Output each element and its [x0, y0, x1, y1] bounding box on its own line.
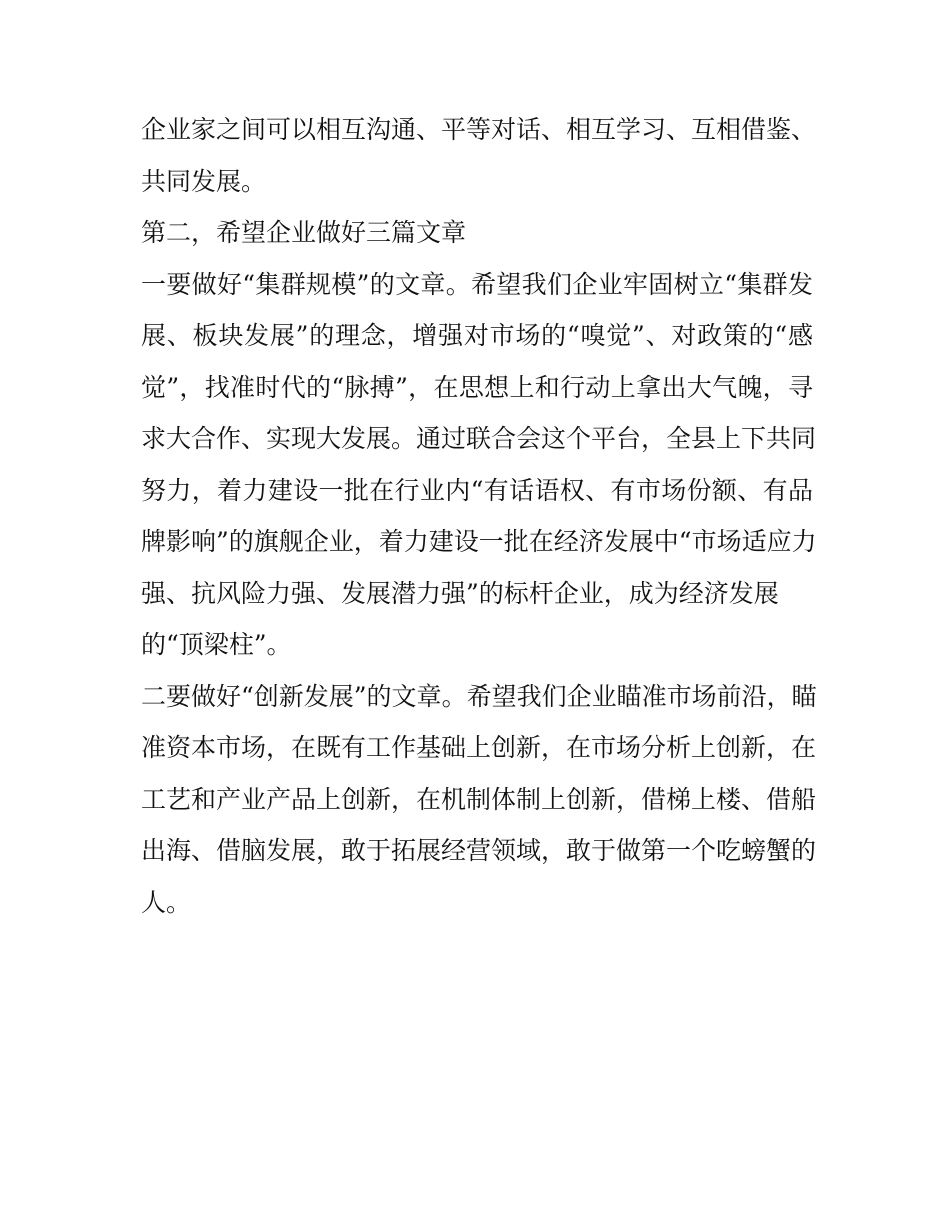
paragraph-second-article: [141, 671, 817, 929]
paragraph-continuation: [141, 104, 817, 207]
paragraph-first-article: [141, 259, 817, 671]
text-line: 的“顶梁柱”。: [141, 630, 292, 659]
text-line: 人。: [141, 887, 192, 917]
text-line: 觉”，找准时代的“脉搏”，在思想上和行动上拿出大气魄，寻: [141, 372, 813, 402]
text-line: 企业家之间可以相互沟通、平等对话、相互学习、互相借鉴、: [141, 115, 817, 144]
text-line: 出海、借脑发展，敢于拓展经营领域，敢于做第一个吃螃蟹的: [141, 836, 817, 865]
text-line: 共同发展。: [141, 166, 267, 196]
heading-line: 第二，希望企业做好三篇文章: [141, 218, 467, 247]
text-line: 展、板块发展”的理念，增强对市场的“嗅觉”、对政策的“感: [141, 321, 813, 350]
text-line: 一要做好“集群规模”的文章。希望我们企业牢固树立“集群发: [141, 269, 813, 299]
text-line: 求大合作、实现大发展。通过联合会这个平台，全县上下共同: [141, 424, 817, 453]
text-line: 工艺和产业产品上创新，在机制体制上创新，借梯上楼、借船: [141, 784, 817, 814]
text-line: 牌影响”的旗舰企业，着力建设一批在经济发展中“市场适应力: [141, 527, 817, 556]
text-line: 努力，着力建设一批在行业内“有话语权、有市场份额、有品: [141, 475, 813, 505]
text-line: 强、抗风险力强、发展潜力强”的标杆企业，成为经济发展: [141, 578, 779, 608]
text-line: 准资本市场，在既有工作基础上创新，在市场分析上创新，在: [141, 733, 817, 762]
section-heading: [141, 207, 813, 259]
text-line: 二要做好“创新发展”的文章。希望我们企业瞄准市场前沿，瞄: [141, 681, 817, 711]
document-body: [141, 104, 817, 928]
